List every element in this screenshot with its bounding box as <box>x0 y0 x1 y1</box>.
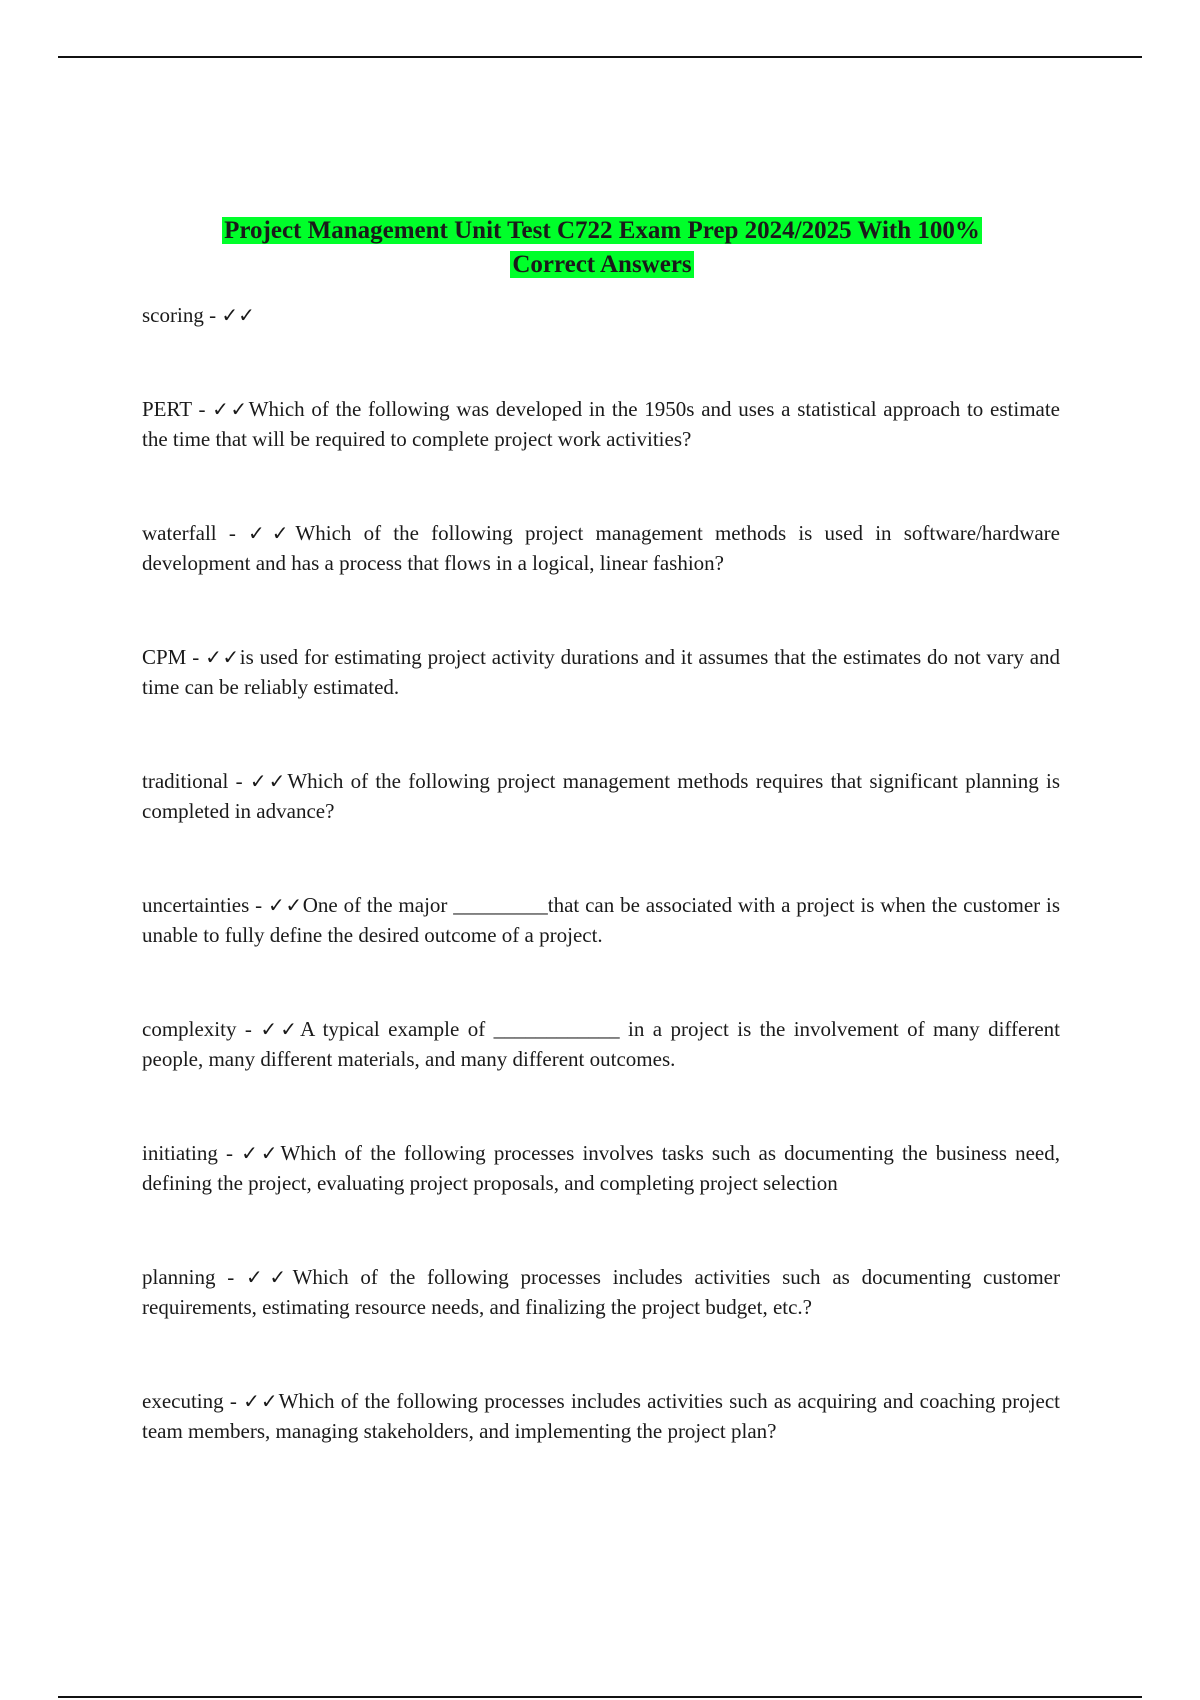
qa-separator: - <box>223 1389 244 1413</box>
qa-separator: - <box>215 1265 247 1289</box>
qa-term: complexity <box>142 1017 237 1041</box>
bottom-rule <box>58 1696 1142 1698</box>
qa-term: PERT <box>142 397 192 421</box>
check-marks-icon: ✓✓ <box>248 521 296 545</box>
check-marks-icon: ✓✓ <box>241 1141 281 1165</box>
qa-text: is used for estimating project activity durations and it assumes that the estimates do not vary and time can be reliably estimated. <box>142 645 1061 699</box>
qa-separator: - <box>186 645 206 669</box>
check-marks-icon: ✓✓ <box>212 397 249 421</box>
qa-separator: - <box>217 1141 242 1165</box>
qa-text: Which of the following was developed in the 1950s and uses a statistical approach to estimate the time that will be required to complete project work activities? <box>142 397 1061 451</box>
qa-item <box>142 1262 1060 1386</box>
qa-item <box>142 1014 1060 1138</box>
qa-term: uncertainties <box>142 893 250 917</box>
qa-separator: - <box>191 397 213 421</box>
qa-item <box>142 642 1060 766</box>
check-marks-icon: ✓✓ <box>243 1389 279 1413</box>
qa-term: planning <box>142 1265 216 1289</box>
qa-text: Which of the following processes includes activities such as acquiring and coaching project team members, managing stakeholders, and implementing the project plan? <box>142 1389 1061 1443</box>
qa-separator: - <box>236 1017 261 1041</box>
qa-item <box>142 766 1060 890</box>
title-line-1: Project Management Unit Test C722 Exam Prep 2024/2025 With 100% <box>224 217 980 244</box>
qa-text: Which of the following processes includes activities such as documenting customer requirements, estimating resource needs, and finalizing the project budget, etc.? <box>142 1265 1060 1319</box>
check-marks-icon: ✓✓ <box>221 303 255 327</box>
check-marks-icon: ✓✓ <box>205 645 240 669</box>
qa-term: executing <box>142 1389 224 1413</box>
check-marks-icon: ✓✓ <box>268 893 303 917</box>
qa-item <box>142 394 1060 518</box>
qa-item <box>142 890 1060 1014</box>
qa-item <box>142 518 1060 642</box>
top-rule <box>58 56 1142 58</box>
qa-separator: - <box>228 769 250 793</box>
qa-text: Which of the following project management methods is used in software/hardware development and has a process that flows in a logical, linear fashion? <box>142 521 1060 575</box>
qa-term: scoring <box>142 303 204 327</box>
qa-item <box>142 300 1060 394</box>
qa-item <box>142 1386 1060 1510</box>
qa-term: initiating <box>142 1141 218 1165</box>
title-line-2: Correct Answers <box>512 251 692 278</box>
qa-text: A typical example of ____________ in a project is the involvement of many different people, many different materials, and many different outcomes. <box>142 1017 1061 1071</box>
qa-text: Which of the following processes involves tasks such as documenting the business need, defining the project, evaluating project proposals, and completing project selection <box>142 1141 1060 1195</box>
check-marks-icon: ✓✓ <box>249 769 288 793</box>
qa-item <box>142 1138 1060 1262</box>
qa-term: CPM <box>142 645 187 669</box>
qa-separator: - <box>249 893 268 917</box>
check-marks-icon: ✓✓ <box>260 1017 301 1041</box>
document-title <box>142 214 1062 282</box>
qa-text: One of the major _________that can be associated with a project is when the customer is unable to fully define the desired outcome of a project. <box>142 893 1060 947</box>
qa-separator: - <box>216 521 249 545</box>
qa-text: Which of the following project management methods requires that significant planning is completed in advance? <box>142 769 1060 823</box>
qa-term: traditional <box>142 769 229 793</box>
check-marks-icon: ✓✓ <box>246 1265 293 1289</box>
qa-separator: - <box>203 303 222 327</box>
qa-list <box>142 300 1060 1510</box>
qa-term: waterfall <box>142 521 217 545</box>
